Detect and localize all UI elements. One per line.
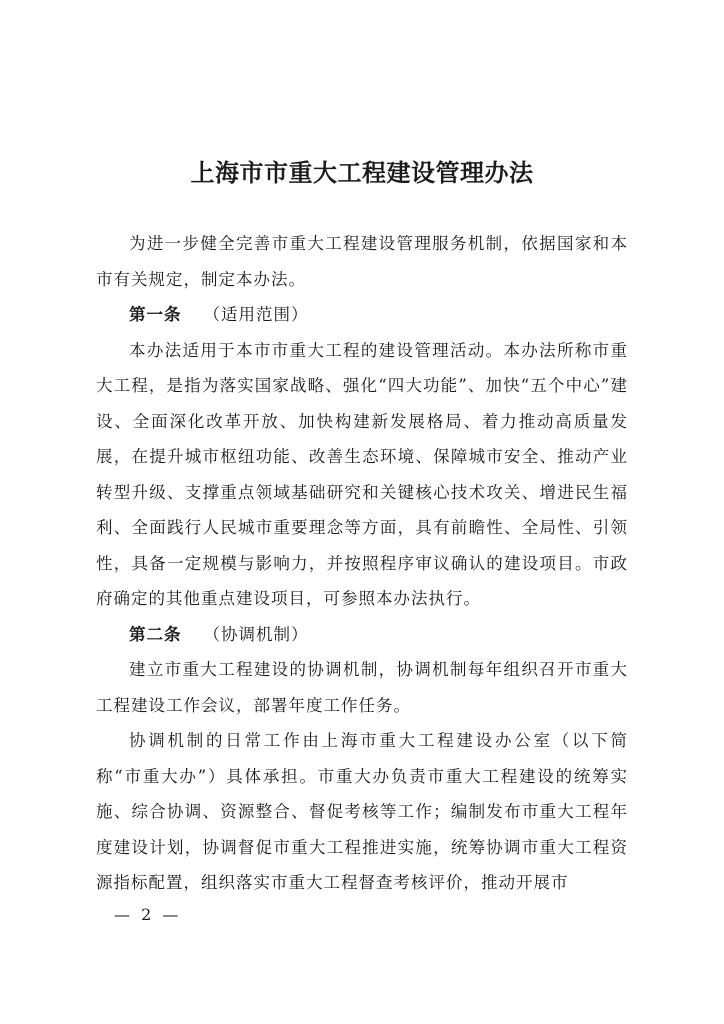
article-1-heading-line bbox=[96, 297, 628, 333]
article-2-heading: （协调机制） bbox=[203, 624, 309, 644]
document-title: 上海市市重大工程建设管理办法 bbox=[190, 159, 534, 187]
article-1-heading: （适用范围） bbox=[203, 305, 309, 324]
article-2-paragraph-2: 协调机制的日常工作由上海市重大工程建设办公室（以下简称“市重大办”）具体承担。市重大办负责市重大工程建设的统筹实施、综合协调、资源整合、督促考核等工作；编制发布市重大工程年度建设计划，协调督促市重大工程推进实施，统筹协调市重大工程资源指标配置，组织落实市重大工程督查考核评价，推动开展市 bbox=[96, 731, 628, 892]
article-2-number: 第二条 bbox=[129, 624, 182, 644]
document-body bbox=[96, 226, 628, 901]
article-1-number: 第一条 bbox=[129, 305, 182, 324]
article-1-paragraph-1: 本办法适用于本市市重大工程的建设管理活动。本办法所称市重大工程，是指为落实国家战略、强化“四大功能”、加快“五个中心”建设、全面深化改革开放、加快构建新发展格局、着力推动高质量发展，在提升城市枢纽功能、改善生态环境、保障城市安全、推动产业转型升级、支撑重点领域基础研究和关键核心技术攻关、增进民生福利、全面践行人民城市重要理念等方面，具有前瞻性、全局性、引领性，具备一定规模与影响力，并按照程序审议确认的建设项目。市政府确定的其他重点建设项目，可参照本办法执行。 bbox=[96, 340, 628, 608]
article-2-heading-line bbox=[96, 617, 628, 653]
article-2-paragraph-1: 建立市重大工程建设的协调机制，协调机制每年组织召开市重大工程建设工作会议，部署年度工作任务。 bbox=[96, 660, 628, 715]
preamble-paragraph: 为进一步健全完善市重大工程建设管理服务机制，依据国家和本市有关规定，制定本办法。 bbox=[96, 234, 628, 289]
page-number: — 2 — bbox=[114, 905, 182, 924]
